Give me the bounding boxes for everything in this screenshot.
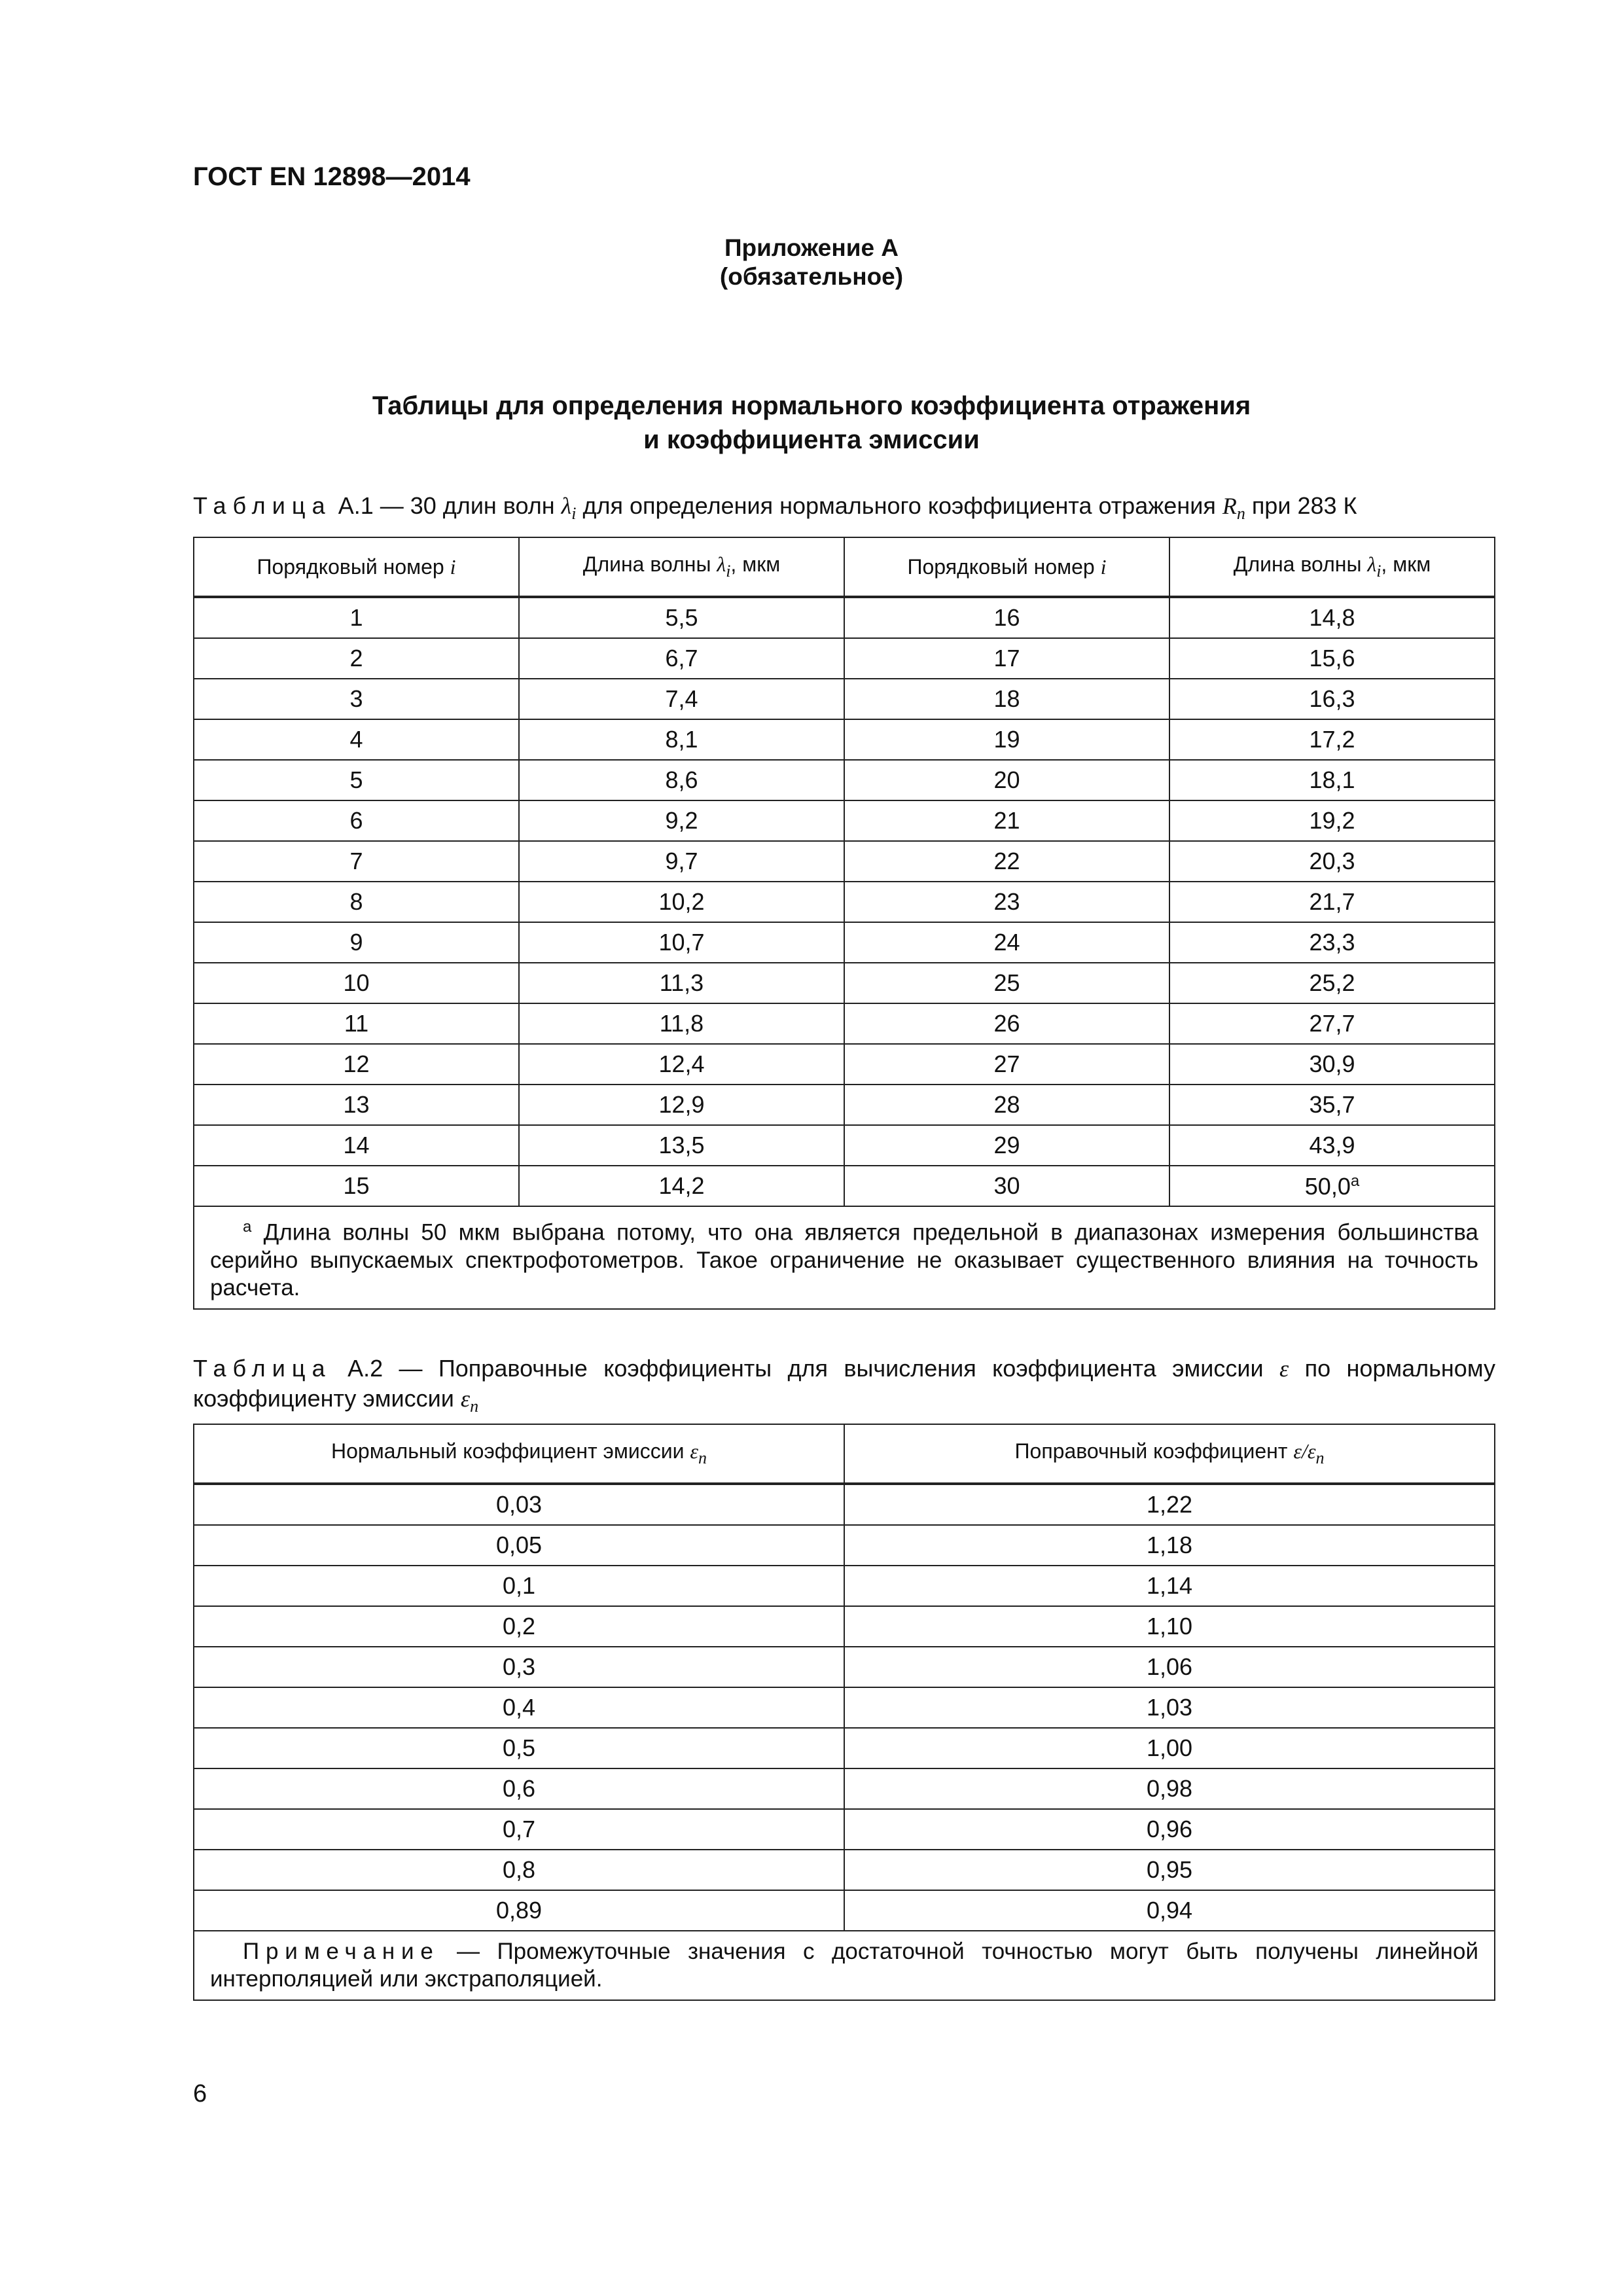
table-cell: 7 xyxy=(194,841,519,882)
table-cell: 1,03 xyxy=(844,1687,1495,1728)
table-row xyxy=(194,963,1495,1003)
table-cell: 11,8 xyxy=(519,1003,844,1044)
table-row xyxy=(194,1890,1495,1931)
table1-header-row xyxy=(194,537,1495,597)
table-cell: 8,6 xyxy=(519,760,844,800)
table-cell: 26 xyxy=(844,1003,1169,1044)
table-cell: 6 xyxy=(194,800,519,841)
table2-caption-text: А.2 — Поправочные коэффициенты для вычисления коэффициента эмиссии xyxy=(331,1355,1279,1382)
table1-header-col4: Длина волны $\lambda_i$, мкм xyxy=(1169,537,1495,597)
note-label: Примечание xyxy=(243,1939,440,1964)
table-cell: 12,4 xyxy=(519,1044,844,1085)
footnote-mark: a xyxy=(243,1218,252,1236)
table-cell: 12 xyxy=(194,1044,519,1085)
table-row xyxy=(194,800,1495,841)
table-cell: 25 xyxy=(844,963,1169,1003)
table-cell: 9,2 xyxy=(519,800,844,841)
table-row xyxy=(194,1003,1495,1044)
table-cell: 0,3 xyxy=(194,1647,844,1687)
page-number: 6 xyxy=(193,2080,207,2108)
epsilon-subscript: n xyxy=(470,1397,479,1416)
table-cell: 27,7 xyxy=(1169,1003,1495,1044)
table-cell: 8 xyxy=(194,882,519,922)
table-cell: 14,8 xyxy=(1169,597,1495,638)
table-row xyxy=(194,1525,1495,1566)
table-cell: 1,14 xyxy=(844,1566,1495,1606)
table-row xyxy=(194,1768,1495,1809)
table-row xyxy=(194,882,1495,922)
table1-caption xyxy=(193,491,1495,529)
table-cell: 0,05 xyxy=(194,1525,844,1566)
main-title-line2: и коэффициента эмиссии xyxy=(643,425,980,454)
table-wavelengths xyxy=(193,537,1495,1310)
main-title xyxy=(0,389,1623,457)
table-cell: 0,6 xyxy=(194,1768,844,1809)
table-row xyxy=(194,1566,1495,1606)
table1-footnote xyxy=(194,1206,1495,1309)
table-cell: 15,6 xyxy=(1169,638,1495,679)
table-cell: 30,9 xyxy=(1169,1044,1495,1085)
table-cell: 19 xyxy=(844,719,1169,760)
table-cell: 3 xyxy=(194,679,519,719)
table-cell: 16 xyxy=(844,597,1169,638)
appendix-heading: Приложение А xyxy=(724,234,899,261)
table-cell: 5,5 xyxy=(519,597,844,638)
table-cell: 14 xyxy=(194,1125,519,1166)
reflectance-subscript: n xyxy=(1236,504,1245,523)
table-cell: 8,1 xyxy=(519,719,844,760)
table-cell: 2 xyxy=(194,638,519,679)
table-row xyxy=(194,760,1495,800)
table-cell: 16,3 xyxy=(1169,679,1495,719)
table-cell: 21 xyxy=(844,800,1169,841)
table-cell: 10,2 xyxy=(519,882,844,922)
table-cell: 0,2 xyxy=(194,1606,844,1647)
table-cell: 23 xyxy=(844,882,1169,922)
table-cell: 13,5 xyxy=(519,1125,844,1166)
table2-caption-label: Таблица xyxy=(193,1355,332,1382)
table-row xyxy=(194,1809,1495,1850)
table2-caption-text2: по нормальному коэффициенту эмиссии xyxy=(193,1355,1495,1412)
table-cell: 14,2 xyxy=(519,1166,844,1206)
table2-note xyxy=(194,1931,1495,2000)
lambda-subscript: i xyxy=(571,504,577,523)
epsilon-n-symbol: ε xyxy=(460,1386,471,1412)
table-row xyxy=(194,841,1495,882)
table-cell: 43,9 xyxy=(1169,1125,1495,1166)
table-cell: 24 xyxy=(844,922,1169,963)
table-cell: 6,7 xyxy=(519,638,844,679)
table-cell: 0,7 xyxy=(194,1809,844,1850)
table-row xyxy=(194,679,1495,719)
footnote-text: Длина волны 50 мкм выбрана потому, что она является предельной в диапазонах измерения большинства серийно выпускаемых спектрофотометров. Такое ограничение не оказывает существенного влияния на точность расчета. xyxy=(210,1219,1478,1300)
table-cell: 18 xyxy=(844,679,1169,719)
table-row xyxy=(194,1044,1495,1085)
table-cell: 1,18 xyxy=(844,1525,1495,1566)
lambda-symbol: λ xyxy=(561,493,572,519)
table-cell: 21,7 xyxy=(1169,882,1495,922)
table2-header-col1: Нормальный коэффициент эмиссии $\varepsilon_n$ xyxy=(194,1424,844,1484)
table-cell: 1 xyxy=(194,597,519,638)
table-cell: 18,1 xyxy=(1169,760,1495,800)
table-row xyxy=(194,719,1495,760)
table-cell: 27 xyxy=(844,1044,1169,1085)
table2-caption xyxy=(193,1354,1495,1422)
table-cell: 0,5 xyxy=(194,1728,844,1768)
table-cell: 9 xyxy=(194,922,519,963)
table-row xyxy=(194,1687,1495,1728)
table-row xyxy=(194,597,1495,638)
table-cell: 10,7 xyxy=(519,922,844,963)
document-id: ГОСТ EN 12898—2014 xyxy=(193,162,471,191)
footnote-reference: a xyxy=(1350,1172,1360,1190)
table-cell: 1,10 xyxy=(844,1606,1495,1647)
table-cell: 17,2 xyxy=(1169,719,1495,760)
table-cell-value: 50,0 xyxy=(1304,1172,1351,1200)
table-cell: 0,8 xyxy=(194,1850,844,1890)
table-cell: 0,96 xyxy=(844,1809,1495,1850)
table-cell: 11,3 xyxy=(519,963,844,1003)
table1-caption-end: при 283 К xyxy=(1245,492,1357,519)
table1-caption-num: А.1 — 30 длин волн xyxy=(331,492,562,519)
table1-caption-rest: для определения нормального коэффициента отражения xyxy=(576,492,1222,519)
table-cell: 35,7 xyxy=(1169,1085,1495,1125)
table-cell: 4 xyxy=(194,719,519,760)
table2-note-row xyxy=(194,1931,1495,2000)
appendix-status: (обязательное) xyxy=(719,263,904,290)
table1-caption-label: Таблица xyxy=(193,492,332,519)
table-cell: 28 xyxy=(844,1085,1169,1125)
table-cell xyxy=(1169,1166,1495,1206)
main-title-line1: Таблицы для определения нормального коэффициента отражения xyxy=(372,391,1251,420)
table-row xyxy=(194,1125,1495,1166)
table1-header-col1: Порядковый номер i xyxy=(194,537,519,597)
table-cell: 0,4 xyxy=(194,1687,844,1728)
table-cell: 13 xyxy=(194,1085,519,1125)
table-cell: 0,03 xyxy=(194,1484,844,1525)
table-cell: 1,00 xyxy=(844,1728,1495,1768)
table-cell: 9,7 xyxy=(519,841,844,882)
table-cell: 1,06 xyxy=(844,1647,1495,1687)
table-row xyxy=(194,1166,1495,1206)
table-row xyxy=(194,1606,1495,1647)
table-cell: 11 xyxy=(194,1003,519,1044)
table-cell: 23,3 xyxy=(1169,922,1495,963)
table-cell: 25,2 xyxy=(1169,963,1495,1003)
table-row xyxy=(194,1728,1495,1768)
table-cell: 0,95 xyxy=(844,1850,1495,1890)
table-cell: 1,22 xyxy=(844,1484,1495,1525)
table-cell: 20 xyxy=(844,760,1169,800)
epsilon-symbol: ε xyxy=(1279,1355,1289,1382)
table2-header-row xyxy=(194,1424,1495,1484)
table-cell: 10 xyxy=(194,963,519,1003)
table-row xyxy=(194,1484,1495,1525)
table-row xyxy=(194,1085,1495,1125)
table1-footnote-row xyxy=(194,1206,1495,1309)
table-row xyxy=(194,1647,1495,1687)
table-cell: 0,1 xyxy=(194,1566,844,1606)
note-text: — Промежуточные значения с достаточной точностью могут быть получены линейной интерполяцией или экстраполяцией. xyxy=(210,1939,1478,1992)
table-cell: 17 xyxy=(844,638,1169,679)
table1-header-col3: Порядковый номер i xyxy=(844,537,1169,597)
table-cell: 0,89 xyxy=(194,1890,844,1931)
table1-header-col2: Длина волны $\lambda_i$, мкм xyxy=(519,537,844,597)
table-cell: 5 xyxy=(194,760,519,800)
table-cell: 7,4 xyxy=(519,679,844,719)
reflectance-symbol: R xyxy=(1222,493,1237,519)
table-cell: 30 xyxy=(844,1166,1169,1206)
table-cell: 0,94 xyxy=(844,1890,1495,1931)
table-row xyxy=(194,638,1495,679)
table-row xyxy=(194,1850,1495,1890)
table2-header-col2: Поправочный коэффициент $\varepsilon/\varepsilon_n$ xyxy=(844,1424,1495,1484)
table-cell: 0,98 xyxy=(844,1768,1495,1809)
table-cell: 22 xyxy=(844,841,1169,882)
table-cell: 19,2 xyxy=(1169,800,1495,841)
table-cell: 12,9 xyxy=(519,1085,844,1125)
table-emissivity-correction xyxy=(193,1424,1495,2001)
table-cell: 20,3 xyxy=(1169,841,1495,882)
table-cell: 29 xyxy=(844,1125,1169,1166)
table-row xyxy=(194,922,1495,963)
table-cell: 15 xyxy=(194,1166,519,1206)
